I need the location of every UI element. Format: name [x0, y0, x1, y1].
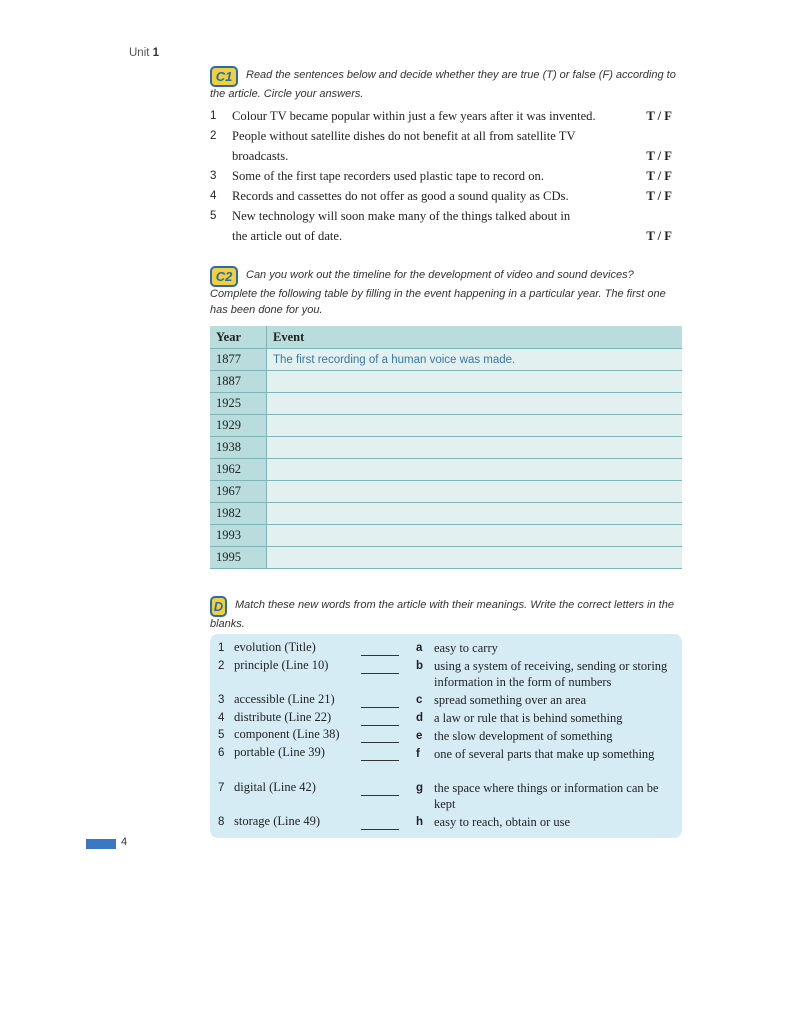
c1-instruction: Read the sentences below and decide whether they are true (T) or false (F) according to the article. Circle your answers.	[210, 69, 676, 100]
c1-badge: C1	[210, 66, 238, 87]
unit-label	[129, 47, 159, 59]
word-item	[218, 780, 316, 795]
table-row	[210, 481, 682, 503]
meaning-text: the slow development of something	[434, 729, 613, 743]
tf-answer-choice[interactable]: T / F	[646, 229, 672, 243]
meaning-letter: d	[416, 712, 424, 724]
meaning-item	[416, 780, 678, 812]
answer-blank[interactable]	[361, 725, 399, 726]
timeline-table	[210, 326, 682, 569]
word-number: 5	[218, 729, 225, 741]
answer-blank[interactable]	[361, 795, 399, 796]
word-item	[218, 727, 340, 742]
tf-item-number: 1	[210, 110, 217, 122]
tf-item-number: 5	[210, 210, 217, 222]
tf-item	[210, 106, 672, 126]
meaning-text: one of several parts that make up something	[434, 747, 655, 761]
year-cell: 1938	[210, 437, 267, 459]
year-cell: 1929	[210, 415, 267, 437]
word-text: component (Line 38)	[234, 727, 340, 741]
word-number: 4	[218, 712, 225, 724]
event-cell[interactable]	[267, 437, 683, 459]
page-marker-bar	[86, 839, 116, 849]
table-row	[210, 437, 682, 459]
meaning-text: a law or rule that is behind something	[434, 711, 623, 725]
year-cell: 1877	[210, 349, 267, 371]
c1-instruction-block	[210, 66, 676, 103]
event-cell[interactable]	[267, 459, 683, 481]
word-number: 3	[218, 694, 225, 706]
meaning-item	[416, 692, 678, 708]
word-text: accessible (Line 21)	[234, 692, 335, 706]
meaning-letter: g	[416, 782, 424, 794]
meaning-letter: h	[416, 816, 424, 828]
meaning-text: easy to reach, obtain or use	[434, 815, 571, 829]
word-item	[218, 658, 328, 673]
answer-blank[interactable]	[361, 760, 399, 761]
answer-blank[interactable]	[361, 655, 399, 656]
event-cell[interactable]	[267, 415, 683, 437]
tf-answer-choice[interactable]: T / F	[646, 169, 672, 183]
event-cell[interactable]	[267, 503, 683, 525]
tf-answer-choice[interactable]: T / F	[646, 149, 672, 163]
meaning-letter: f	[416, 748, 420, 760]
word-item	[218, 692, 335, 707]
year-column-header: Year	[210, 326, 267, 349]
word-number: 8	[218, 816, 225, 828]
table-row	[210, 371, 682, 393]
d-badge: D	[210, 596, 227, 617]
tf-item-number: 2	[210, 130, 217, 142]
table-row	[210, 525, 682, 547]
c2-instruction: Can you work out the timeline for the development of video and sound devices? Complete the following table by filling in the event happening in a particular year. The first one has been done for you.	[210, 269, 666, 316]
event-cell[interactable]: The first recording of a human voice was made.	[267, 349, 683, 371]
year-cell: 1962	[210, 459, 267, 481]
c2-badge: C2	[210, 266, 238, 287]
answer-blank[interactable]	[361, 742, 399, 743]
answer-blank[interactable]	[361, 673, 399, 674]
meaning-item	[416, 814, 678, 830]
event-cell[interactable]	[267, 547, 683, 569]
meaning-text: easy to carry	[434, 641, 498, 655]
tf-item	[210, 166, 672, 186]
table-row	[210, 349, 682, 371]
tf-item-text: Colour TV became popular within just a few years after it was invented.	[232, 109, 596, 123]
word-text: portable (Line 39)	[234, 745, 325, 759]
meaning-item	[416, 728, 678, 744]
table-row	[210, 459, 682, 481]
event-cell[interactable]	[267, 371, 683, 393]
year-cell: 1982	[210, 503, 267, 525]
c2-instruction-block	[210, 266, 676, 318]
tf-item	[210, 206, 672, 246]
meaning-letter: e	[416, 730, 423, 742]
tf-item-number: 3	[210, 170, 217, 182]
tf-item-number: 4	[210, 190, 217, 202]
meaning-text: using a system of receiving, sending or storing information in the form of numbers	[434, 659, 668, 689]
tf-item	[210, 126, 672, 166]
page-number: 4	[121, 836, 128, 848]
word-text: distribute (Line 22)	[234, 710, 332, 724]
word-text: digital (Line 42)	[234, 780, 316, 794]
meaning-text: spread something over an area	[434, 693, 587, 707]
word-number: 2	[218, 660, 225, 672]
event-cell[interactable]	[267, 481, 683, 503]
tf-item	[210, 186, 672, 206]
word-text: evolution (Title)	[234, 640, 316, 654]
meaning-item	[416, 710, 678, 726]
word-number: 1	[218, 642, 225, 654]
tf-item-text: Records and cassettes do not offer as good a sound quality as CDs.	[232, 189, 569, 203]
answer-blank[interactable]	[361, 829, 399, 830]
event-cell[interactable]	[267, 393, 683, 415]
meaning-letter: b	[416, 660, 424, 672]
meaning-item	[416, 658, 678, 690]
word-number: 6	[218, 747, 225, 759]
meaning-letter: c	[416, 694, 423, 706]
meaning-item	[416, 746, 678, 762]
tf-item-text: People without satellite dishes do not benefit at all from satellite TV broadcasts.	[232, 129, 576, 163]
meaning-text: the space where things or information can be kept	[434, 781, 659, 811]
year-cell: 1925	[210, 393, 267, 415]
word-text: storage (Line 49)	[234, 814, 321, 828]
word-item	[218, 745, 325, 760]
meaning-letter: a	[416, 642, 423, 654]
meaning-item	[416, 640, 678, 656]
event-cell[interactable]	[267, 525, 683, 547]
table-row	[210, 503, 682, 525]
year-cell: 1995	[210, 547, 267, 569]
word-text: principle (Line 10)	[234, 658, 329, 672]
event-column-header: Event	[267, 326, 683, 349]
year-cell: 1993	[210, 525, 267, 547]
word-number: 7	[218, 782, 225, 794]
year-cell: 1887	[210, 371, 267, 393]
tf-answer-choice[interactable]: T / F	[646, 189, 672, 203]
timeline-header-row	[210, 326, 682, 349]
unit-number: 1	[152, 47, 160, 59]
table-row	[210, 415, 682, 437]
word-item	[218, 640, 316, 655]
d-instruction: Match these new words from the article with their meanings. Write the correct letters in the blanks.	[210, 599, 674, 630]
tf-answer-choice[interactable]: T / F	[646, 109, 672, 123]
unit-word: Unit	[129, 47, 150, 59]
word-item	[218, 710, 331, 725]
table-row	[210, 393, 682, 415]
true-false-list	[210, 106, 672, 246]
word-item	[218, 814, 320, 829]
year-cell: 1967	[210, 481, 267, 503]
d-instruction-block	[210, 596, 676, 633]
table-row	[210, 547, 682, 569]
tf-item-text: New technology will soon make many of the things talked about in the article out of date.	[232, 209, 571, 243]
answer-blank[interactable]	[361, 707, 399, 708]
tf-item-text: Some of the first tape recorders used plastic tape to record on.	[232, 169, 544, 183]
